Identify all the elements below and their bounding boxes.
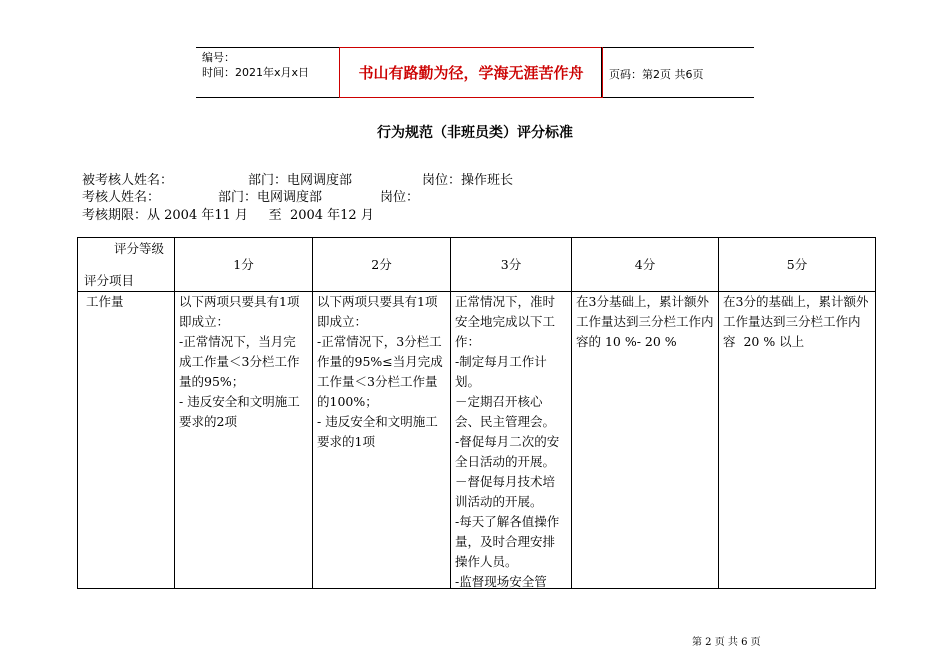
table-row [78, 292, 876, 589]
cell-grade-2-text: 以下两项只要具有1项即成立： -正常情况下，3分栏工作量的95%≤当月完成工作量＜3分栏工作量的100%； - 违反安全和文明施工要求的1项 [317, 294, 443, 449]
table-header-row [78, 238, 876, 292]
cell-grade-5 [719, 292, 876, 589]
row-label-workload: 工作量 [78, 292, 175, 589]
cell-grade-1 [175, 292, 313, 589]
corner-top-label: 评分等级 [113, 241, 164, 256]
motto-text: 书山有路勤为径，学海无涯苦作舟 [358, 64, 584, 82]
cell-grade-1-text: 以下两项只要具有1项即成立： -正常情况下，当月完成工作量＜3分栏工作量的95%； - 违反安全和文明施工要求的2项 [179, 294, 300, 429]
grade-header-3: 3分 [451, 238, 572, 292]
grade-header-1: 1分 [175, 238, 313, 292]
assessee-dept: 部门：电网调度部 [248, 173, 353, 188]
cell-grade-2 [313, 292, 451, 589]
cell-grade-4 [572, 292, 719, 589]
cell-grade-4-text: 在3分基础上，累计额外工作量达到三分栏工作内容的 10 %- 20 % [576, 294, 714, 349]
assessee-post: 岗位：操作班长 [422, 173, 514, 188]
grade-header-2: 2分 [313, 238, 451, 292]
scoring-table [77, 237, 876, 589]
assessor-name: 考核人姓名： [82, 190, 161, 205]
assessor-post: 岗位： [380, 190, 420, 205]
page-footer: 第 2 页 共 6 页 [692, 637, 761, 648]
cell-grade-3 [451, 292, 572, 589]
corner-cell [78, 238, 175, 292]
number-label: 编号： [202, 51, 235, 64]
time-label: 时间：2021年x月x日 [202, 66, 310, 79]
corner-bottom-label: 评分项目 [84, 273, 135, 288]
grade-header-5: 5分 [719, 238, 876, 292]
document-title: 行为规范（非班员类）评分标准 [377, 125, 573, 141]
assessee-name: 被考核人姓名： [82, 173, 174, 188]
grade-header-4: 4分 [572, 238, 719, 292]
assessor-dept: 部门：电网调度部 [218, 190, 323, 205]
cell-grade-5-text: 在3分的基础上，累计额外工作量达到三分栏工作内容 20 % 以上 [723, 294, 869, 349]
cell-grade-3-text: 正常情况下，准时安全地完成以下工作： -制定每月工作计划。 －定期召开核心会、民主管理会。 -督促每月二次的安全日活动的开展。 －督促每月技术培训活动的开展。 -每天了解各值操作量，及时合理安排操作人员。 -监督现场安全管 [455, 294, 560, 588]
assessment-period: 考核期限：从 2004 年11 月 至 2004 年12 月 [82, 208, 374, 223]
page-label: 页码：第2页 共6页 [609, 68, 704, 81]
